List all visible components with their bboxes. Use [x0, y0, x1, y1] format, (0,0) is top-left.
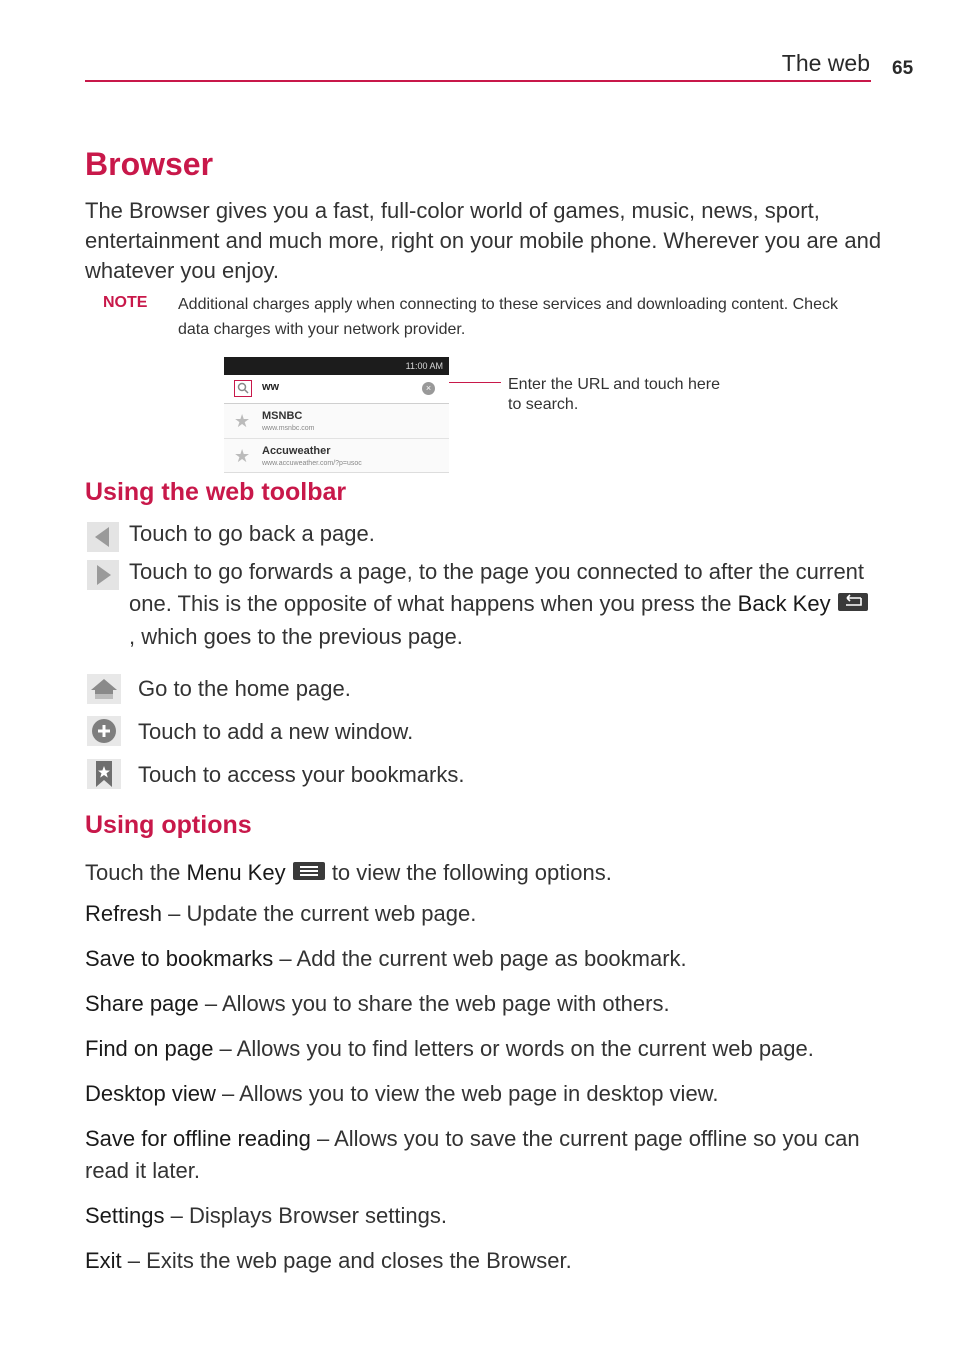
option-desc: – Exits the web page and closes the Browser.: [121, 1248, 572, 1273]
star-icon: ★: [234, 446, 251, 466]
url-bar: [224, 375, 449, 404]
section-name: The web: [781, 50, 870, 76]
option-term: Share page: [85, 991, 199, 1016]
option-item: [85, 943, 875, 975]
option-term: Exit: [85, 1248, 122, 1273]
clear-icon: ×: [422, 382, 435, 395]
option-item: [85, 1200, 875, 1232]
option-item: [85, 898, 875, 930]
page-number: 65: [892, 58, 914, 79]
option-desc: – Add the current web page as bookmark.: [273, 946, 687, 971]
status-time: 11:00 AM: [405, 361, 443, 371]
option-desc: – Displays Browser settings.: [164, 1203, 447, 1228]
page-title: Browser: [85, 146, 214, 182]
options-heading: Using options: [85, 811, 252, 839]
home-icon: [87, 674, 121, 709]
back-key-label: Back Key: [737, 591, 831, 616]
option-item: [85, 1123, 875, 1187]
forward-text-end: , which goes to the previous page.: [129, 624, 463, 650]
option-term: Refresh: [85, 901, 163, 926]
add-window-icon: [87, 716, 121, 751]
option-desc: – Allows you to save the current page offline so you can read it later.: [85, 1126, 860, 1183]
status-bar: [224, 357, 449, 375]
header-rule: [85, 80, 871, 82]
options-intro-end: to view the following options.: [325, 860, 612, 885]
toolbar-heading: Using the web toolbar: [85, 478, 347, 506]
option-item: [85, 1078, 875, 1110]
bookmarks-description: Touch to access your bookmarks.: [138, 762, 465, 787]
result-url: www.accuweather.com/?p=usoc: [262, 460, 362, 467]
result-row: [224, 439, 449, 473]
options-intro-text: Touch the: [85, 860, 187, 885]
note-text: Additional charges apply when connecting to these services and downloading content. Check data charges with your network provider.: [178, 296, 838, 338]
result-url: www.msnbc.com: [262, 425, 315, 432]
forward-description: [129, 556, 869, 653]
option-term: Save for offline reading: [85, 1126, 311, 1151]
menu-key-icon: [292, 858, 326, 890]
option-desc: – Update the current web page.: [162, 901, 477, 926]
new-window-description: Touch to add a new window.: [138, 719, 414, 744]
browser-screenshot: [224, 357, 449, 473]
menu-key-label: Menu Key: [186, 860, 286, 885]
back-arrow-icon: [87, 522, 119, 557]
option-desc: – Allows you to share the web page with others.: [198, 991, 670, 1016]
star-icon: ★: [234, 411, 251, 431]
forward-text: Touch to go forwards a page, to the page you connected to after the current one. This is the opposite of what happens when you press the: [129, 559, 865, 616]
intro-paragraph: The Browser gives you a fast, full-color world of games, music, news, sport, entertainment and much more, right on your mobile phone. Wherever you are and whatever you enjoy.: [85, 198, 882, 283]
option-desc: – Allows you to view the web page in desktop view.: [215, 1081, 719, 1106]
url-text: ww: [262, 381, 280, 393]
option-item: [85, 988, 875, 1020]
result-row: [224, 404, 449, 439]
result-title: Accuweather: [262, 445, 331, 457]
option-item: [85, 1245, 875, 1277]
option-term: Find on page: [85, 1036, 214, 1061]
search-icon: [234, 380, 252, 397]
note-label: NOTE: [103, 294, 148, 311]
option-term: Settings: [85, 1203, 165, 1228]
option-term: Desktop view: [85, 1081, 216, 1106]
back-key-icon: [837, 589, 869, 621]
result-title: MSNBC: [262, 410, 303, 422]
back-description: Touch to go back a page.: [129, 521, 375, 546]
callout-line: [449, 382, 501, 383]
callout-text: Enter the URL and touch here to search.: [508, 376, 720, 413]
options-intro: [85, 857, 875, 890]
option-item: [85, 1033, 875, 1065]
option-term: Save to bookmarks: [85, 946, 274, 971]
bookmark-icon: [87, 759, 121, 794]
forward-arrow-icon: [87, 560, 119, 595]
home-description: Go to the home page.: [138, 676, 351, 701]
option-desc: – Allows you to find letters or words on the current web page.: [213, 1036, 814, 1061]
